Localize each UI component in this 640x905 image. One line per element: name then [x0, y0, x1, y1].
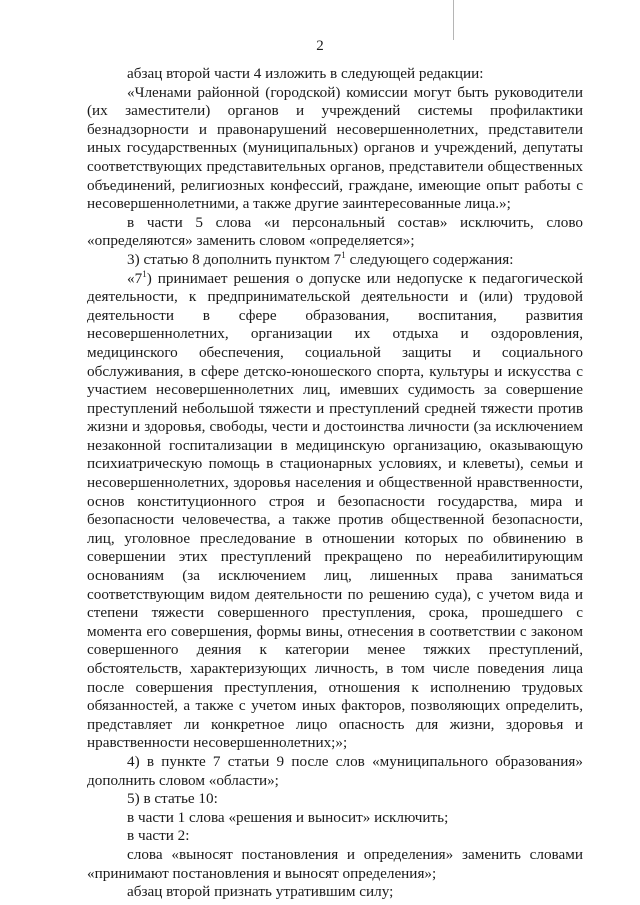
- superscript: 1: [142, 268, 147, 279]
- page-number: 2: [316, 38, 324, 54]
- document-body: [87, 65, 583, 902]
- text-part: «7: [127, 269, 143, 287]
- text-part: следующего содержания:: [345, 250, 514, 268]
- paragraph: 5) в статье 10:: [127, 790, 218, 808]
- paragraph: в части 1 слова «решения и выносит» исключить;: [127, 808, 449, 826]
- scan-edge-line: [453, 0, 454, 40]
- paragraph: 4) в пункте 7 статьи 9 после слов «муниципального образования» дополнить словом «области»;: [87, 752, 583, 789]
- paragraph: в части 2:: [127, 827, 190, 845]
- paragraph-point-7-1: [87, 270, 583, 753]
- text-part: 3) статью 8 дополнить пунктом 7: [127, 250, 342, 268]
- paragraph: в части 5 слова «и персональный состав» исключить, слово «определяются» заменить словом «определяется»;: [87, 213, 583, 250]
- paragraph: абзац второй признать утратившим силу;: [127, 883, 394, 901]
- superscript: 1: [341, 249, 346, 260]
- text-part: ) принимает решения о допуске или недопуске к педагогической деятельности, к предпринимательской деятельности и (или) трудовой деятельности в сфере образования, воспитания, развития несовершеннолетних, организации их отдыха и оздоровления, медицинского обеспечения, социальной защиты и социального обслуживания, в сфере детско-юношеского спорта, культуры и искусства с участием несовершеннолетних лиц, имевших судимость за совершение преступлений небольшой тяжести и преступлений средней тяжести против жизни и здоровья, свободы, чести и достоинства личности (за исключением незаконной госпитализации в медицинскую организацию, оказывающую психиатрическую помощь в стационарных условиях, и клеветы), семьи и несовершеннолетних, здоровья населения и общественной нравственности, основ конституционного строя и безопасности государства, мира и безопасности человечества, а также против общественной безопасности, лиц, уголовное преследование в отношении которых по обвинению в совершении этих преступлений прекращено по нереабилитирующим основаниям (за исключением лиц, лишенных права заниматься соответствующим видом деятельности по решению суда), с учетом вида и степени тяжести совершенного преступления, срока, прошедшего с момента его совершения, формы вины, отнесения в соответствии с законом совершенного деяния к категории менее тяжких преступлений, обстоятельств, характеризующих личность, в том числе поведения лица после совершения преступления, отношения к исполнению трудовых обязанностей, а также с учетом иных факторов, позволяющих определить, представляет ли конкретное лицо опасность для жизни, здоровья и нравственности несовершеннолетних;»;: [87, 269, 583, 752]
- paragraph: слова «выносят постановления и определения» заменить словами «принимают постановления и выносят определения»;: [87, 845, 583, 882]
- paragraph-article-8: [87, 251, 583, 270]
- paragraph: абзац второй части 4 изложить в следующей редакции:: [127, 65, 484, 82]
- paragraph-quote-members: «Членами районной (городской) комиссии могут быть руководители (их заместители) органов и учреждений системы профилактики безнадзорности и правонарушений несовершеннолетних, представители иных государственных (муниципальных) органов и учреждений, депутаты соответствующих представительных органов, представители общественных объединений, религиозных конфессий, граждане, имеющие опыт работы с несовершеннолетними, а также другие заинтересованные лица.»;: [87, 83, 583, 213]
